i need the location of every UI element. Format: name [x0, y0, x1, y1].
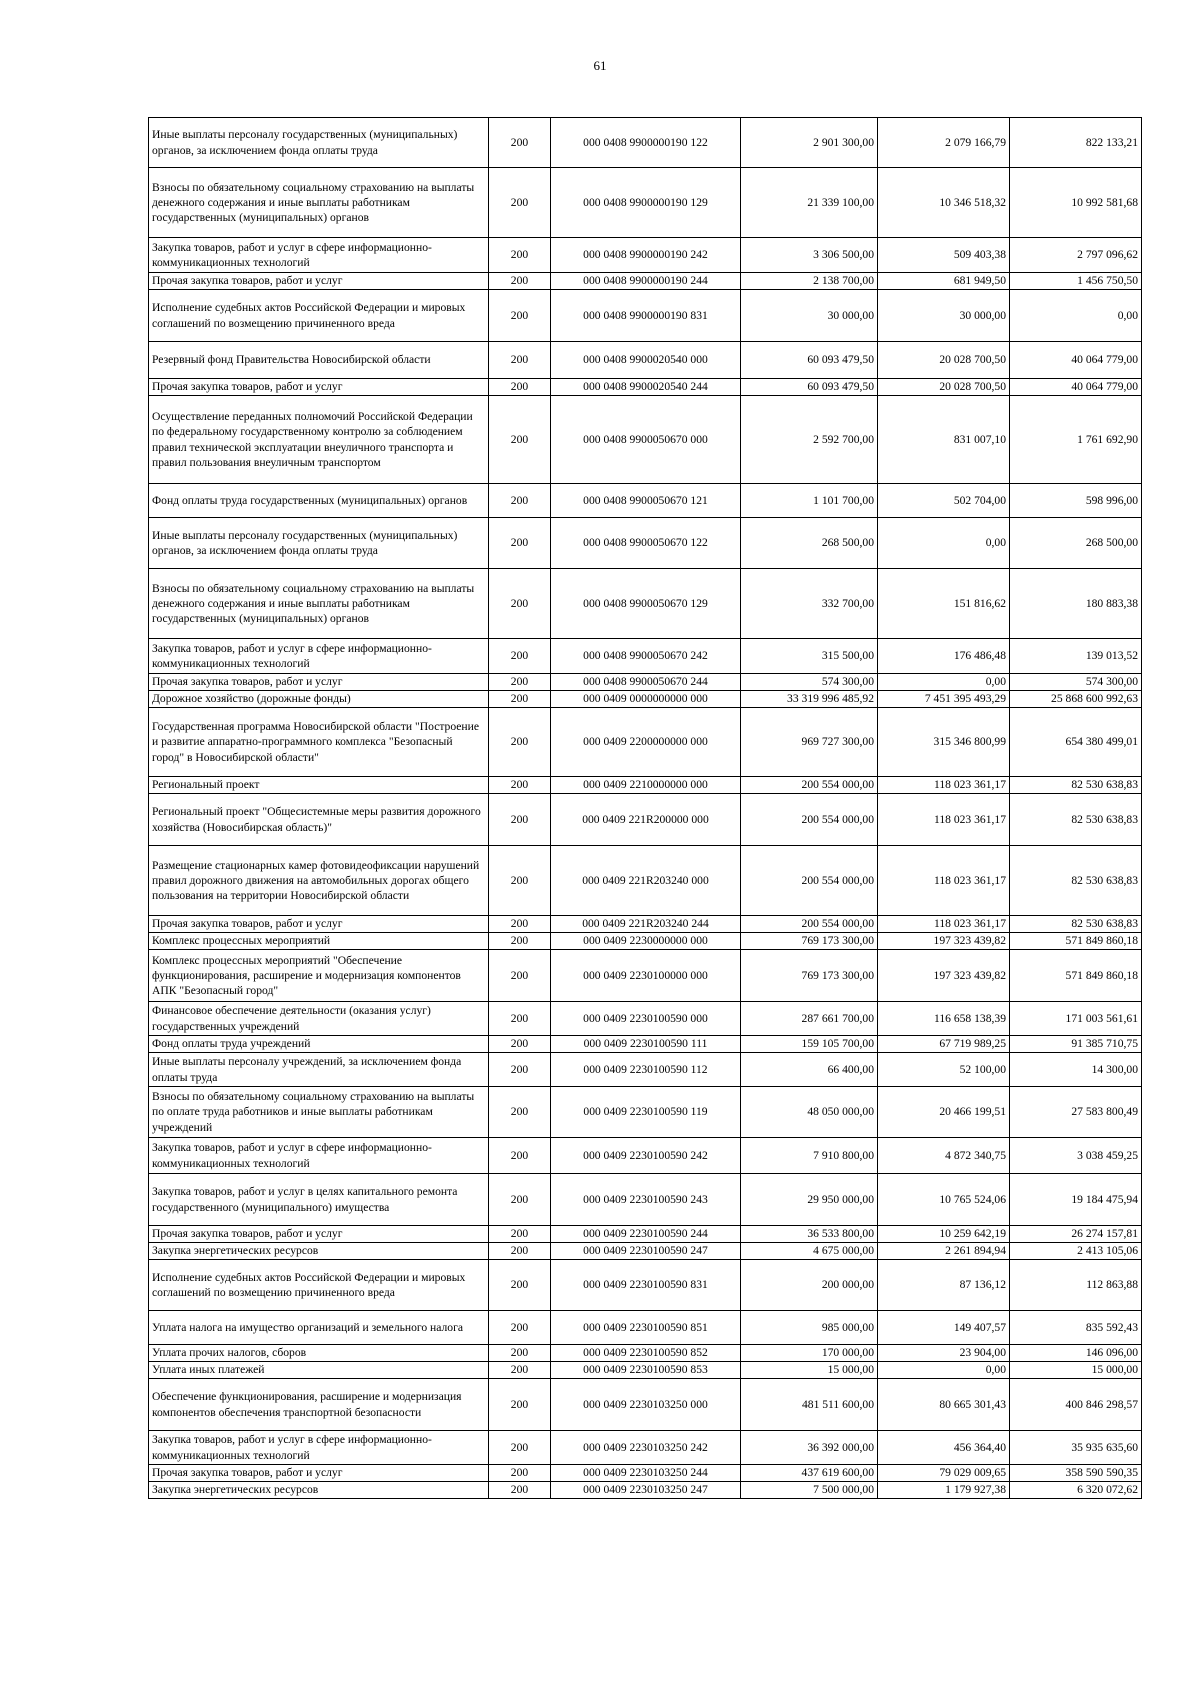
row-unexecuted-cell: 598 996,00: [1010, 484, 1142, 518]
row-executed-cell: 176 486,48: [878, 639, 1010, 674]
row-approved-cell: 969 727 300,00: [741, 708, 878, 777]
row-unexecuted-cell: 14 300,00: [1010, 1053, 1142, 1087]
row-approved-cell: 29 950 000,00: [741, 1174, 878, 1226]
table-row: [149, 1138, 1142, 1174]
row-name-cell: Комплекс процессных мероприятий: [149, 933, 489, 950]
row-line-code-cell: 200: [489, 569, 551, 639]
row-name-cell: Комплекс процессных мероприятий "Обеспечение функционирования, расширение и модернизация компонентов АПК "Безопасный город": [149, 950, 489, 1002]
row-name-cell: Региональный проект: [149, 777, 489, 794]
row-line-code-cell: 200: [489, 342, 551, 379]
row-line-code-cell: 200: [489, 794, 551, 846]
table-row: [149, 794, 1142, 846]
row-budget-code-cell: 000 0408 9900000190 244: [551, 273, 741, 290]
row-approved-cell: 200 000,00: [741, 1260, 878, 1311]
row-approved-cell: 3 306 500,00: [741, 238, 878, 273]
table-row: [149, 273, 1142, 290]
row-name-cell: Иные выплаты персоналу государственных (муниципальных) органов, за исключением фонда оплаты труда: [149, 118, 489, 168]
row-unexecuted-cell: 10 992 581,68: [1010, 168, 1142, 238]
table-row: [149, 1036, 1142, 1053]
table-row: [149, 118, 1142, 168]
row-budget-code-cell: 000 0409 221R200000 000: [551, 794, 741, 846]
row-unexecuted-cell: 25 868 600 992,63: [1010, 691, 1142, 708]
row-line-code-cell: 200: [489, 379, 551, 396]
page-number: 61: [593, 58, 607, 73]
row-approved-cell: 36 392 000,00: [741, 1431, 878, 1465]
row-name-cell: Взносы по обязательному социальному страхованию на выплаты денежного содержания и иные выплаты работникам государственных (муниципальных) органов: [149, 168, 489, 238]
row-approved-cell: 36 533 800,00: [741, 1226, 878, 1243]
table-row: [149, 1243, 1142, 1260]
row-executed-cell: 2 261 894,94: [878, 1243, 1010, 1260]
row-budget-code-cell: 000 0409 2230103250 244: [551, 1465, 741, 1482]
row-executed-cell: 4 872 340,75: [878, 1138, 1010, 1174]
table-row: [149, 1465, 1142, 1482]
row-executed-cell: 456 364,40: [878, 1431, 1010, 1465]
row-unexecuted-cell: 91 385 710,75: [1010, 1036, 1142, 1053]
row-line-code-cell: 200: [489, 1036, 551, 1053]
row-unexecuted-cell: 268 500,00: [1010, 518, 1142, 569]
row-executed-cell: 116 658 138,39: [878, 1002, 1010, 1036]
row-line-code-cell: 200: [489, 933, 551, 950]
row-budget-code-cell: 000 0409 2230100590 119: [551, 1087, 741, 1138]
row-budget-code-cell: 000 0409 2230100590 243: [551, 1174, 741, 1226]
row-unexecuted-cell: 40 064 779,00: [1010, 342, 1142, 379]
table-row: [149, 1174, 1142, 1226]
row-executed-cell: 20 028 700,50: [878, 342, 1010, 379]
row-line-code-cell: 200: [489, 777, 551, 794]
row-budget-code-cell: 000 0409 2230103250 242: [551, 1431, 741, 1465]
row-budget-code-cell: 000 0408 9900000190 122: [551, 118, 741, 168]
row-unexecuted-cell: 654 380 499,01: [1010, 708, 1142, 777]
row-unexecuted-cell: 2 797 096,62: [1010, 238, 1142, 273]
row-unexecuted-cell: 574 300,00: [1010, 674, 1142, 691]
row-budget-code-cell: 000 0408 9900050670 244: [551, 674, 741, 691]
row-line-code-cell: 200: [489, 484, 551, 518]
row-budget-code-cell: 000 0409 221R203240 244: [551, 916, 741, 933]
table-row: [149, 639, 1142, 674]
row-approved-cell: 574 300,00: [741, 674, 878, 691]
row-executed-cell: 20 466 199,51: [878, 1087, 1010, 1138]
row-approved-cell: 481 511 600,00: [741, 1379, 878, 1431]
row-line-code-cell: 200: [489, 1053, 551, 1087]
row-name-cell: Исполнение судебных актов Российской Федерации и мировых соглашений по возмещению причиненного вреда: [149, 290, 489, 342]
row-line-code-cell: 200: [489, 1465, 551, 1482]
row-name-cell: Закупка товаров, работ и услуг в сфере информационно-коммуникационных технологий: [149, 238, 489, 273]
row-name-cell: Взносы по обязательному социальному страхованию на выплаты денежного содержания и иные выплаты работникам государственных (муниципальных) органов: [149, 569, 489, 639]
row-executed-cell: 502 704,00: [878, 484, 1010, 518]
row-approved-cell: 30 000,00: [741, 290, 878, 342]
row-line-code-cell: 200: [489, 1243, 551, 1260]
row-unexecuted-cell: 146 096,00: [1010, 1345, 1142, 1362]
row-unexecuted-cell: 82 530 638,83: [1010, 846, 1142, 916]
table-row: [149, 238, 1142, 273]
table-row: [149, 708, 1142, 777]
row-budget-code-cell: 000 0408 9900000190 242: [551, 238, 741, 273]
row-unexecuted-cell: 82 530 638,83: [1010, 777, 1142, 794]
table-row: [149, 916, 1142, 933]
row-line-code-cell: 200: [489, 396, 551, 484]
row-unexecuted-cell: 6 320 072,62: [1010, 1482, 1142, 1499]
table-row: [149, 1345, 1142, 1362]
row-name-cell: Финансовое обеспечение деятельности (оказания услуг) государственных учреждений: [149, 1002, 489, 1036]
row-name-cell: Резервный фонд Правительства Новосибирской области: [149, 342, 489, 379]
row-name-cell: Осуществление переданных полномочий Российской Федерации по федеральному государственному контролю за соблюдением правил технической эксплуатации внеуличного транспорта и правил пользования внеуличным транспортом: [149, 396, 489, 484]
row-approved-cell: 200 554 000,00: [741, 777, 878, 794]
row-budget-code-cell: 000 0409 2230000000 000: [551, 933, 741, 950]
row-approved-cell: 315 500,00: [741, 639, 878, 674]
row-executed-cell: 1 179 927,38: [878, 1482, 1010, 1499]
row-unexecuted-cell: 1 761 692,90: [1010, 396, 1142, 484]
row-line-code-cell: 200: [489, 950, 551, 1002]
table-row: [149, 569, 1142, 639]
row-budget-code-cell: 000 0408 9900050670 121: [551, 484, 741, 518]
row-unexecuted-cell: 82 530 638,83: [1010, 794, 1142, 846]
table-row: [149, 777, 1142, 794]
row-approved-cell: 21 339 100,00: [741, 168, 878, 238]
row-line-code-cell: 200: [489, 916, 551, 933]
row-name-cell: Дорожное хозяйство (дорожные фонды): [149, 691, 489, 708]
row-name-cell: Иные выплаты персоналу государственных (муниципальных) органов, за исключением фонда оплаты труда: [149, 518, 489, 569]
row-executed-cell: 10 765 524,06: [878, 1174, 1010, 1226]
table-row: [149, 1226, 1142, 1243]
row-budget-code-cell: 000 0409 2230100590 244: [551, 1226, 741, 1243]
row-name-cell: Закупка товаров, работ и услуг в сфере информационно-коммуникационных технологий: [149, 639, 489, 674]
row-name-cell: Уплата налога на имущество организаций и земельного налога: [149, 1311, 489, 1345]
row-line-code-cell: 200: [489, 691, 551, 708]
table-row: [149, 933, 1142, 950]
table-row: [149, 484, 1142, 518]
row-line-code-cell: 200: [489, 118, 551, 168]
table-row: [149, 379, 1142, 396]
row-line-code-cell: 200: [489, 290, 551, 342]
row-line-code-cell: 200: [489, 639, 551, 674]
row-unexecuted-cell: 822 133,21: [1010, 118, 1142, 168]
row-approved-cell: 200 554 000,00: [741, 846, 878, 916]
row-budget-code-cell: 000 0409 2230100590 112: [551, 1053, 741, 1087]
row-line-code-cell: 200: [489, 1174, 551, 1226]
row-approved-cell: 7 910 800,00: [741, 1138, 878, 1174]
row-approved-cell: 985 000,00: [741, 1311, 878, 1345]
row-unexecuted-cell: 26 274 157,81: [1010, 1226, 1142, 1243]
row-budget-code-cell: 000 0408 9900050670 242: [551, 639, 741, 674]
row-executed-cell: 118 023 361,17: [878, 794, 1010, 846]
row-line-code-cell: 200: [489, 1345, 551, 1362]
row-approved-cell: 60 093 479,50: [741, 379, 878, 396]
row-executed-cell: 10 259 642,19: [878, 1226, 1010, 1243]
row-name-cell: Фонд оплаты труда учреждений: [149, 1036, 489, 1053]
row-unexecuted-cell: 1 456 750,50: [1010, 273, 1142, 290]
row-name-cell: Уплата прочих налогов, сборов: [149, 1345, 489, 1362]
row-executed-cell: 681 949,50: [878, 273, 1010, 290]
row-line-code-cell: 200: [489, 846, 551, 916]
row-line-code-cell: 200: [489, 1362, 551, 1379]
row-budget-code-cell: 000 0409 2230100590 000: [551, 1002, 741, 1036]
row-executed-cell: 315 346 800,99: [878, 708, 1010, 777]
row-unexecuted-cell: 571 849 860,18: [1010, 950, 1142, 1002]
row-unexecuted-cell: 139 013,52: [1010, 639, 1142, 674]
table-row: [149, 674, 1142, 691]
row-unexecuted-cell: 835 592,43: [1010, 1311, 1142, 1345]
row-executed-cell: 52 100,00: [878, 1053, 1010, 1087]
row-line-code-cell: 200: [489, 1226, 551, 1243]
row-unexecuted-cell: 571 849 860,18: [1010, 933, 1142, 950]
row-executed-cell: 80 665 301,43: [878, 1379, 1010, 1431]
row-unexecuted-cell: 35 935 635,60: [1010, 1431, 1142, 1465]
budget-execution-table: [148, 117, 1142, 1499]
row-executed-cell: 0,00: [878, 518, 1010, 569]
table-row: [149, 396, 1142, 484]
row-budget-code-cell: 000 0409 0000000000 000: [551, 691, 741, 708]
row-unexecuted-cell: 2 413 105,06: [1010, 1243, 1142, 1260]
row-line-code-cell: 200: [489, 1087, 551, 1138]
table-row: [149, 1311, 1142, 1345]
row-unexecuted-cell: 400 846 298,57: [1010, 1379, 1142, 1431]
row-budget-code-cell: 000 0409 2230100590 111: [551, 1036, 741, 1053]
table-row: [149, 1087, 1142, 1138]
row-unexecuted-cell: 27 583 800,49: [1010, 1087, 1142, 1138]
table-row: [149, 1362, 1142, 1379]
row-approved-cell: 170 000,00: [741, 1345, 878, 1362]
row-budget-code-cell: 000 0408 9900000190 129: [551, 168, 741, 238]
table-row: [149, 1260, 1142, 1311]
row-approved-cell: 33 319 996 485,92: [741, 691, 878, 708]
row-name-cell: Уплата иных платежей: [149, 1362, 489, 1379]
table-row: [149, 168, 1142, 238]
row-unexecuted-cell: 358 590 590,35: [1010, 1465, 1142, 1482]
row-executed-cell: 7 451 395 493,29: [878, 691, 1010, 708]
row-budget-code-cell: 000 0408 9900000190 831: [551, 290, 741, 342]
row-name-cell: Закупка товаров, работ и услуг в сфере информационно-коммуникационных технологий: [149, 1138, 489, 1174]
table-body: [149, 118, 1142, 1499]
row-approved-cell: 1 101 700,00: [741, 484, 878, 518]
table-row: [149, 1053, 1142, 1087]
row-name-cell: Обеспечение функционирования, расширение и модернизация компонентов обеспечения транспортной безопасности: [149, 1379, 489, 1431]
row-budget-code-cell: 000 0409 2200000000 000: [551, 708, 741, 777]
row-executed-cell: 79 029 009,65: [878, 1465, 1010, 1482]
row-approved-cell: 15 000,00: [741, 1362, 878, 1379]
row-unexecuted-cell: 0,00: [1010, 290, 1142, 342]
row-unexecuted-cell: 82 530 638,83: [1010, 916, 1142, 933]
row-budget-code-cell: 000 0409 2230100590 242: [551, 1138, 741, 1174]
row-executed-cell: 197 323 439,82: [878, 933, 1010, 950]
row-line-code-cell: 200: [489, 1431, 551, 1465]
row-executed-cell: 831 007,10: [878, 396, 1010, 484]
row-unexecuted-cell: 180 883,38: [1010, 569, 1142, 639]
row-budget-code-cell: 000 0408 9900020540 000: [551, 342, 741, 379]
row-approved-cell: 66 400,00: [741, 1053, 878, 1087]
row-unexecuted-cell: 112 863,88: [1010, 1260, 1142, 1311]
row-executed-cell: 2 079 166,79: [878, 118, 1010, 168]
row-name-cell: Прочая закупка товаров, работ и услуг: [149, 674, 489, 691]
table-row: [149, 342, 1142, 379]
table-row: [149, 691, 1142, 708]
row-approved-cell: 437 619 600,00: [741, 1465, 878, 1482]
row-executed-cell: 67 719 989,25: [878, 1036, 1010, 1053]
row-name-cell: Прочая закупка товаров, работ и услуг: [149, 916, 489, 933]
row-executed-cell: 30 000,00: [878, 290, 1010, 342]
row-unexecuted-cell: 171 003 561,61: [1010, 1002, 1142, 1036]
row-budget-code-cell: 000 0409 2230103250 247: [551, 1482, 741, 1499]
row-executed-cell: 197 323 439,82: [878, 950, 1010, 1002]
row-approved-cell: 48 050 000,00: [741, 1087, 878, 1138]
row-line-code-cell: 200: [489, 1002, 551, 1036]
row-approved-cell: 2 901 300,00: [741, 118, 878, 168]
row-approved-cell: 60 093 479,50: [741, 342, 878, 379]
row-executed-cell: 87 136,12: [878, 1260, 1010, 1311]
row-budget-code-cell: 000 0409 2230100590 851: [551, 1311, 741, 1345]
row-budget-code-cell: 000 0408 9900050670 129: [551, 569, 741, 639]
row-line-code-cell: 200: [489, 168, 551, 238]
row-name-cell: Государственная программа Новосибирской области "Построение и развитие аппаратно-программного комплекса "Безопасный город" в Новосибирской области": [149, 708, 489, 777]
table-row: [149, 1002, 1142, 1036]
row-line-code-cell: 200: [489, 674, 551, 691]
row-executed-cell: 20 028 700,50: [878, 379, 1010, 396]
row-approved-cell: 287 661 700,00: [741, 1002, 878, 1036]
row-executed-cell: 0,00: [878, 1362, 1010, 1379]
row-approved-cell: 4 675 000,00: [741, 1243, 878, 1260]
row-approved-cell: 200 554 000,00: [741, 794, 878, 846]
row-approved-cell: 2 138 700,00: [741, 273, 878, 290]
row-name-cell: Размещение стационарных камер фотовидеофиксации нарушений правил дорожного движения на автомобильных дорогах общего пользования на территории Новосибирской области: [149, 846, 489, 916]
row-name-cell: Закупка товаров, работ и услуг в целях капитального ремонта государственного (муниципального) имущества: [149, 1174, 489, 1226]
row-executed-cell: 151 816,62: [878, 569, 1010, 639]
row-name-cell: Взносы по обязательному социальному страхованию на выплаты по оплате труда работников и иные выплаты работникам учреждений: [149, 1087, 489, 1138]
row-unexecuted-cell: 40 064 779,00: [1010, 379, 1142, 396]
table-row: [149, 950, 1142, 1002]
row-name-cell: Закупка энергетических ресурсов: [149, 1243, 489, 1260]
row-executed-cell: 0,00: [878, 674, 1010, 691]
row-name-cell: Прочая закупка товаров, работ и услуг: [149, 1465, 489, 1482]
row-name-cell: Закупка товаров, работ и услуг в сфере информационно-коммуникационных технологий: [149, 1431, 489, 1465]
row-approved-cell: 159 105 700,00: [741, 1036, 878, 1053]
row-budget-code-cell: 000 0409 2230100590 852: [551, 1345, 741, 1362]
row-executed-cell: 118 023 361,17: [878, 916, 1010, 933]
row-budget-code-cell: 000 0409 2210000000 000: [551, 777, 741, 794]
row-executed-cell: 118 023 361,17: [878, 846, 1010, 916]
row-unexecuted-cell: 15 000,00: [1010, 1362, 1142, 1379]
row-line-code-cell: 200: [489, 518, 551, 569]
row-budget-code-cell: 000 0409 2230100590 247: [551, 1243, 741, 1260]
row-name-cell: Исполнение судебных актов Российской Федерации и мировых соглашений по возмещению причиненного вреда: [149, 1260, 489, 1311]
row-approved-cell: 268 500,00: [741, 518, 878, 569]
row-name-cell: Прочая закупка товаров, работ и услуг: [149, 1226, 489, 1243]
row-line-code-cell: 200: [489, 1379, 551, 1431]
table-row: [149, 290, 1142, 342]
row-approved-cell: 2 592 700,00: [741, 396, 878, 484]
row-approved-cell: 200 554 000,00: [741, 916, 878, 933]
table-row: [149, 1431, 1142, 1465]
row-budget-code-cell: 000 0408 9900020540 244: [551, 379, 741, 396]
row-name-cell: Иные выплаты персоналу учреждений, за исключением фонда оплаты труда: [149, 1053, 489, 1087]
row-line-code-cell: 200: [489, 708, 551, 777]
row-budget-code-cell: 000 0408 9900050670 122: [551, 518, 741, 569]
row-budget-code-cell: 000 0409 221R203240 000: [551, 846, 741, 916]
row-executed-cell: 118 023 361,17: [878, 777, 1010, 794]
row-budget-code-cell: 000 0408 9900050670 000: [551, 396, 741, 484]
row-line-code-cell: 200: [489, 1311, 551, 1345]
row-approved-cell: 769 173 300,00: [741, 950, 878, 1002]
row-budget-code-cell: 000 0409 2230100000 000: [551, 950, 741, 1002]
row-approved-cell: 332 700,00: [741, 569, 878, 639]
table-row: [149, 1482, 1142, 1499]
row-unexecuted-cell: 19 184 475,94: [1010, 1174, 1142, 1226]
row-line-code-cell: 200: [489, 1482, 551, 1499]
row-approved-cell: 7 500 000,00: [741, 1482, 878, 1499]
row-name-cell: Фонд оплаты труда государственных (муниципальных) органов: [149, 484, 489, 518]
row-line-code-cell: 200: [489, 1260, 551, 1311]
row-unexecuted-cell: 3 038 459,25: [1010, 1138, 1142, 1174]
row-name-cell: Прочая закупка товаров, работ и услуг: [149, 379, 489, 396]
row-line-code-cell: 200: [489, 273, 551, 290]
row-executed-cell: 149 407,57: [878, 1311, 1010, 1345]
table-row: [149, 518, 1142, 569]
row-executed-cell: 10 346 518,32: [878, 168, 1010, 238]
table-row: [149, 1379, 1142, 1431]
row-budget-code-cell: 000 0409 2230100590 853: [551, 1362, 741, 1379]
row-budget-code-cell: 000 0409 2230103250 000: [551, 1379, 741, 1431]
row-executed-cell: 23 904,00: [878, 1345, 1010, 1362]
row-line-code-cell: 200: [489, 238, 551, 273]
row-name-cell: Закупка энергетических ресурсов: [149, 1482, 489, 1499]
row-line-code-cell: 200: [489, 1138, 551, 1174]
table-row: [149, 846, 1142, 916]
row-name-cell: Региональный проект "Общесистемные меры развития дорожного хозяйства (Новосибирская область)": [149, 794, 489, 846]
row-executed-cell: 509 403,38: [878, 238, 1010, 273]
row-budget-code-cell: 000 0409 2230100590 831: [551, 1260, 741, 1311]
row-name-cell: Прочая закупка товаров, работ и услуг: [149, 273, 489, 290]
row-approved-cell: 769 173 300,00: [741, 933, 878, 950]
